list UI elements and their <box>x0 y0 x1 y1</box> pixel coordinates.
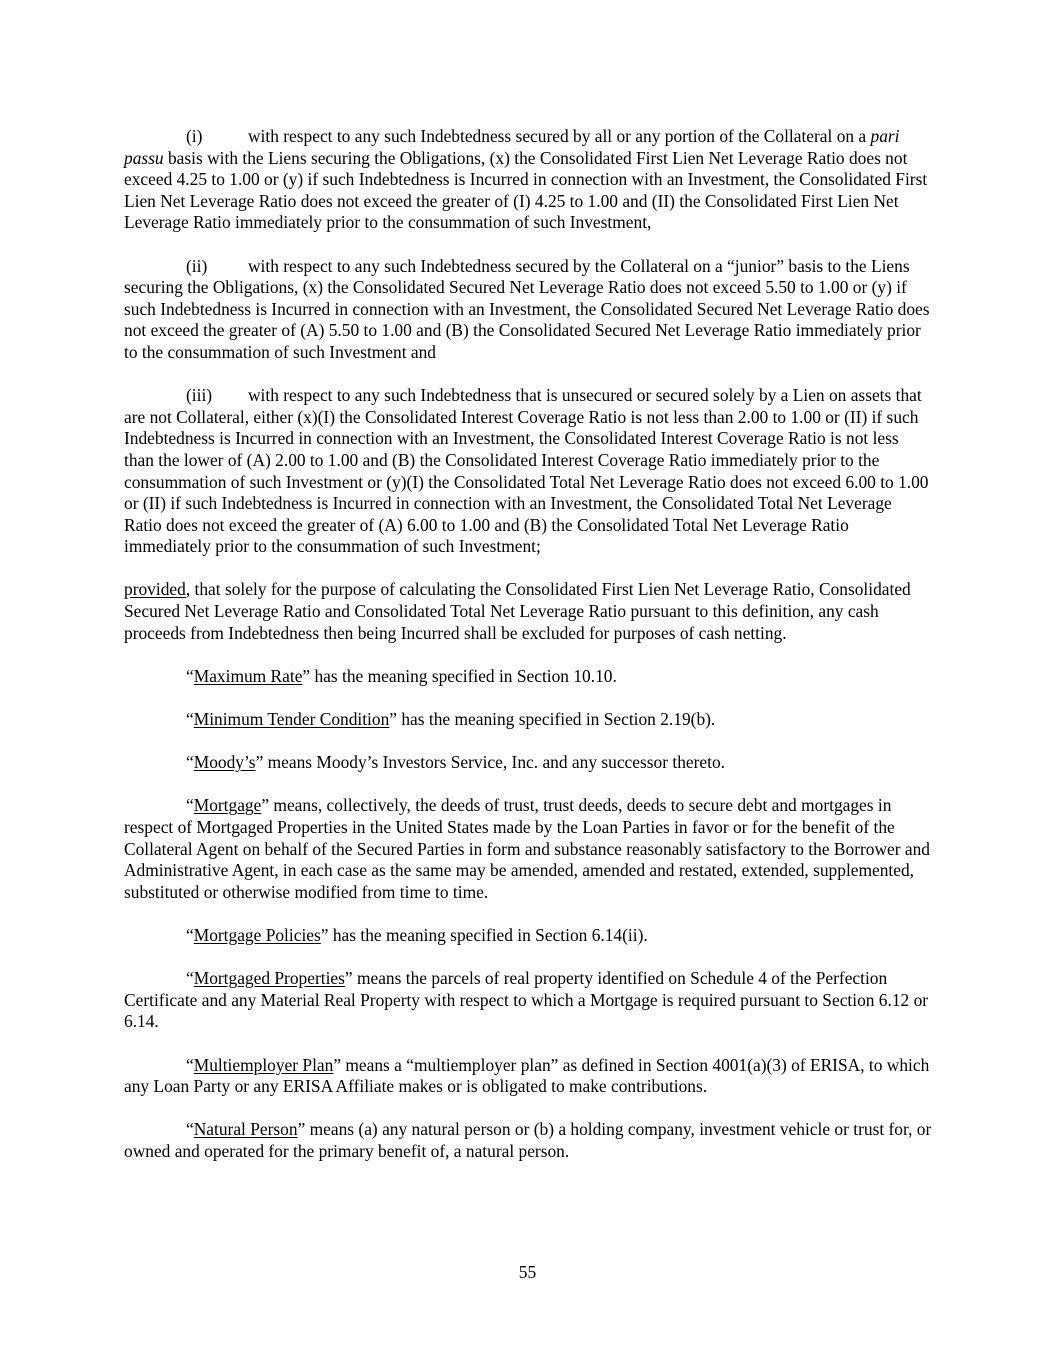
defined-term: Natural Person <box>193 1119 298 1140</box>
definition-text: ” has the meaning specified in Section 2.19(b). <box>389 709 716 730</box>
defined-term: Moody’s <box>193 752 256 773</box>
clause-text: with respect to any such Indebtedness secured by the Collateral on a “junior” basis to the Liens securing the Obligations, (x) the Consolidated Secured Net Leverage Ratio does not exceed 5.50 to 1.00 or (y) if such Indebtedness is Incurred in connection with an Investment, the Consolidated Secured Net Leverage Ratio does not exceed the greater of (A) 5.50 to 1.00 and (B) the Consolidated Secured Net Leverage Ratio immediately prior to the consummation of such Investment and <box>124 255 930 362</box>
definition-maximum-rate <box>124 666 932 688</box>
open-quote: “ <box>186 709 194 730</box>
open-quote: “ <box>186 1054 194 1075</box>
open-quote: “ <box>186 924 194 945</box>
clause-number: (ii) <box>186 255 208 276</box>
clause-text: basis with the Liens securing the Obligations, (x) the Consolidated First Lien Net Leverage Ratio does not exceed 4.25 to 1.00 or (y) if such Indebtedness is Incurred in connection with an Investment, the Consolidated First Lien Net Leverage Ratio does not exceed the greater of (I) 4.25 to 1.00 and (II) the Consolidated First Lien Net Leverage Ratio immediately prior to the consummation of such Investment, <box>124 147 928 233</box>
definition-mortgaged-properties <box>124 968 932 1033</box>
definition-text: ” means the parcels of real property identified on Schedule 4 of the Perfection Certificate and any Material Real Property with respect to which a Mortgage is required pursuant to Section 6.12 or 6.14. <box>124 968 929 1032</box>
definition-text: ” means a “multiemployer plan” as defined in Section 4001(a)(3) of ERISA, to which any Loan Party or any ERISA Affiliate makes or is obligated to make contributions. <box>124 1054 930 1097</box>
definition-minimum-tender-condition <box>124 709 932 731</box>
definition-multiemployer-plan <box>124 1055 932 1098</box>
proviso-paragraph <box>124 579 932 644</box>
definition-mortgage-policies <box>124 925 932 947</box>
definition-natural-person <box>124 1119 932 1162</box>
defined-term: Minimum Tender Condition <box>193 709 390 730</box>
clause-number: (iii) <box>186 385 213 406</box>
clause-ii <box>124 256 932 364</box>
clause-text: with respect to any such Indebtedness that is unsecured or secured solely by a Lien on assets that are not Collateral, either (x)(I) the Consolidated Interest Coverage Ratio is not less than 2.00 to 1.00 or (II) if such Indebtedness is Incurred in connection with an Investment, the Consolidated Interest Coverage Ratio is not less than the lower of (A) 2.00 to 1.00 and (B) the Consolidated Interest Coverage Ratio immediately prior to the consummation of such Investment or (y)(I) the Consolidated Total Net Leverage Ratio does not exceed 6.00 to 1.00 or (II) if such Indebtedness is Incurred in connection with an Investment, the Consolidated Total Net Leverage Ratio does not exceed the greater of (A) 6.00 to 1.00 and (B) the Consolidated Total Net Leverage Ratio immediately prior to the consummation of such Investment; <box>124 385 929 557</box>
proviso-term: provided <box>124 579 186 600</box>
open-quote: “ <box>186 795 194 816</box>
definition-text: ” means Moody’s Investors Service, Inc. and any successor thereto. <box>255 752 725 773</box>
page-number: 55 <box>518 1262 537 1282</box>
open-quote: “ <box>186 665 194 686</box>
open-quote: “ <box>186 968 194 989</box>
clause-iii <box>124 385 932 558</box>
definition-text: ” has the meaning specified in Section 10.10. <box>302 665 617 686</box>
document-body <box>124 126 932 1184</box>
defined-term: Mortgage Policies <box>193 924 321 945</box>
defined-term: Multiemployer Plan <box>193 1054 334 1075</box>
italic-term: pari passu <box>124 126 900 168</box>
defined-term: Mortgage <box>193 795 262 816</box>
definition-moodys <box>124 752 932 774</box>
definition-text: ” has the meaning specified in Section 6.14(ii). <box>320 924 648 945</box>
defined-term: Maximum Rate <box>193 665 303 686</box>
proviso-text: , that solely for the purpose of calculating the Consolidated First Lien Net Leverage Ratio, Consolidated Secured Net Leverage Ratio and Consolidated Total Net Leverage Ratio pursuant to this definition, any cash proceeds from Indebtedness then being Incurred shall be excluded for purposes of cash netting. <box>124 579 911 643</box>
clause-i <box>124 126 932 234</box>
definition-mortgage <box>124 795 932 903</box>
definition-text: ” means (a) any natural person or (b) a holding company, investment vehicle or trust for, or owned and operated for the primary benefit of, a natural person. <box>124 1119 932 1161</box>
defined-term: Mortgaged Properties <box>193 968 345 989</box>
open-quote: “ <box>186 1119 194 1140</box>
clause-number: (i) <box>186 126 203 146</box>
clause-text: with respect to any such Indebtedness secured by all or any portion of the Collateral on a <box>248 126 871 146</box>
definition-text: ” means, collectively, the deeds of trust, trust deeds, deeds to secure debt and mortgages in respect of Mortgaged Properties in the United States made by the Loan Parties in favor or for the benefit of the Collateral Agent on behalf of the Secured Parties in form and substance reasonably satisfactory to the Borrower and Administrative Agent, in each case as the same may be amended, amended and restated, extended, supplemented, substituted or otherwise modified from time to time. <box>124 795 930 902</box>
open-quote: “ <box>186 752 194 773</box>
